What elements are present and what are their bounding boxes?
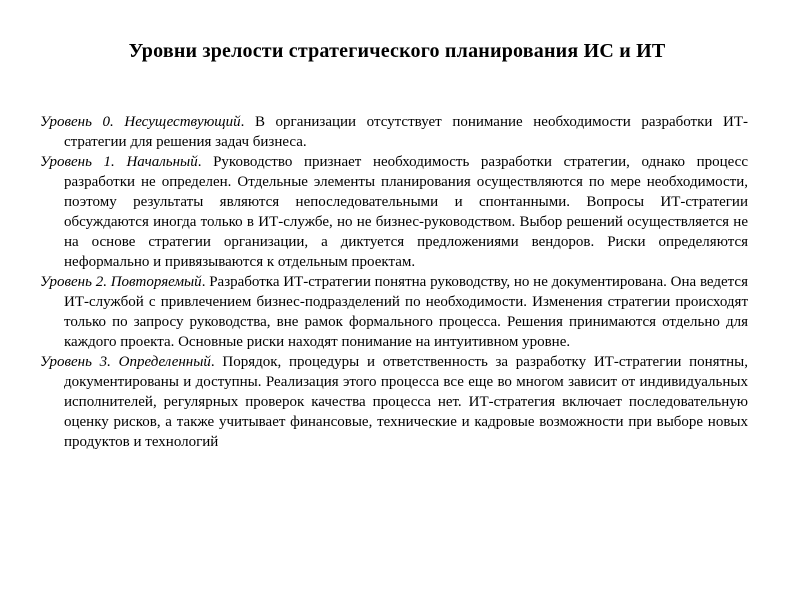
slide-title: Уровни зрелости стратегического планирования ИС и ИТ <box>128 40 666 62</box>
level-2-paragraph <box>40 272 748 352</box>
level-0-text: . В организации отсутствует понимание необходимости разработки ИТ-стратегии для решения задач бизнеса. <box>64 114 748 150</box>
slide-content <box>40 112 748 452</box>
level-1-name: Уровень 1. Начальный <box>40 154 198 170</box>
level-1-paragraph <box>40 152 748 272</box>
level-3-name: Уровень 3. Определенный <box>40 354 211 370</box>
level-0-name: Уровень 0. Несуществующий <box>40 114 241 130</box>
level-1-text: . Руководство признает необходимость разработки стратегии, однако процесс разработки не определен. Отдельные элементы планирования осуществляются по мере необходимости, поэтому результаты являются непоследовательными и спонтанными. Вопросы ИТ-стратегии обсуждаются иногда только в ИТ-службе, но не бизнес-руководством. Выбор решений осуществляется не на основе стратегии организации, а диктуется предложениями вендоров. Риски определяются неформально и привязываются к отдельным проектам. <box>64 154 748 270</box>
level-3-paragraph <box>40 352 748 452</box>
level-2-name: Уровень 2. Повторяемый <box>40 274 202 290</box>
level-3-text: . Порядок, процедуры и ответственность за разработку ИТ-стратегии понятны, документированы и доступны. Реализация этого процесса все еще во многом зависит от индивидуальных исполнителей, регулярных проверок качества процесса нет. ИТ-стратегия включает последовательную оценку рисков, а также учитывает финансовые, технические и кадровые возможности при выборе новых продуктов и технологий <box>64 354 748 450</box>
level-0-paragraph <box>40 112 748 152</box>
level-2-text: . Разработка ИТ-стратегии понятна руководству, но не документирована. Она ведется ИТ-службой с привлечением бизнес-подразделений по необходимости. Изменения стратегии происходят только по запросу руководства, вне рамок формального процесса. Решения принимаются отдельно для каждого проекта. Основные риски находят понимание на интуитивном уровне. <box>64 274 748 350</box>
